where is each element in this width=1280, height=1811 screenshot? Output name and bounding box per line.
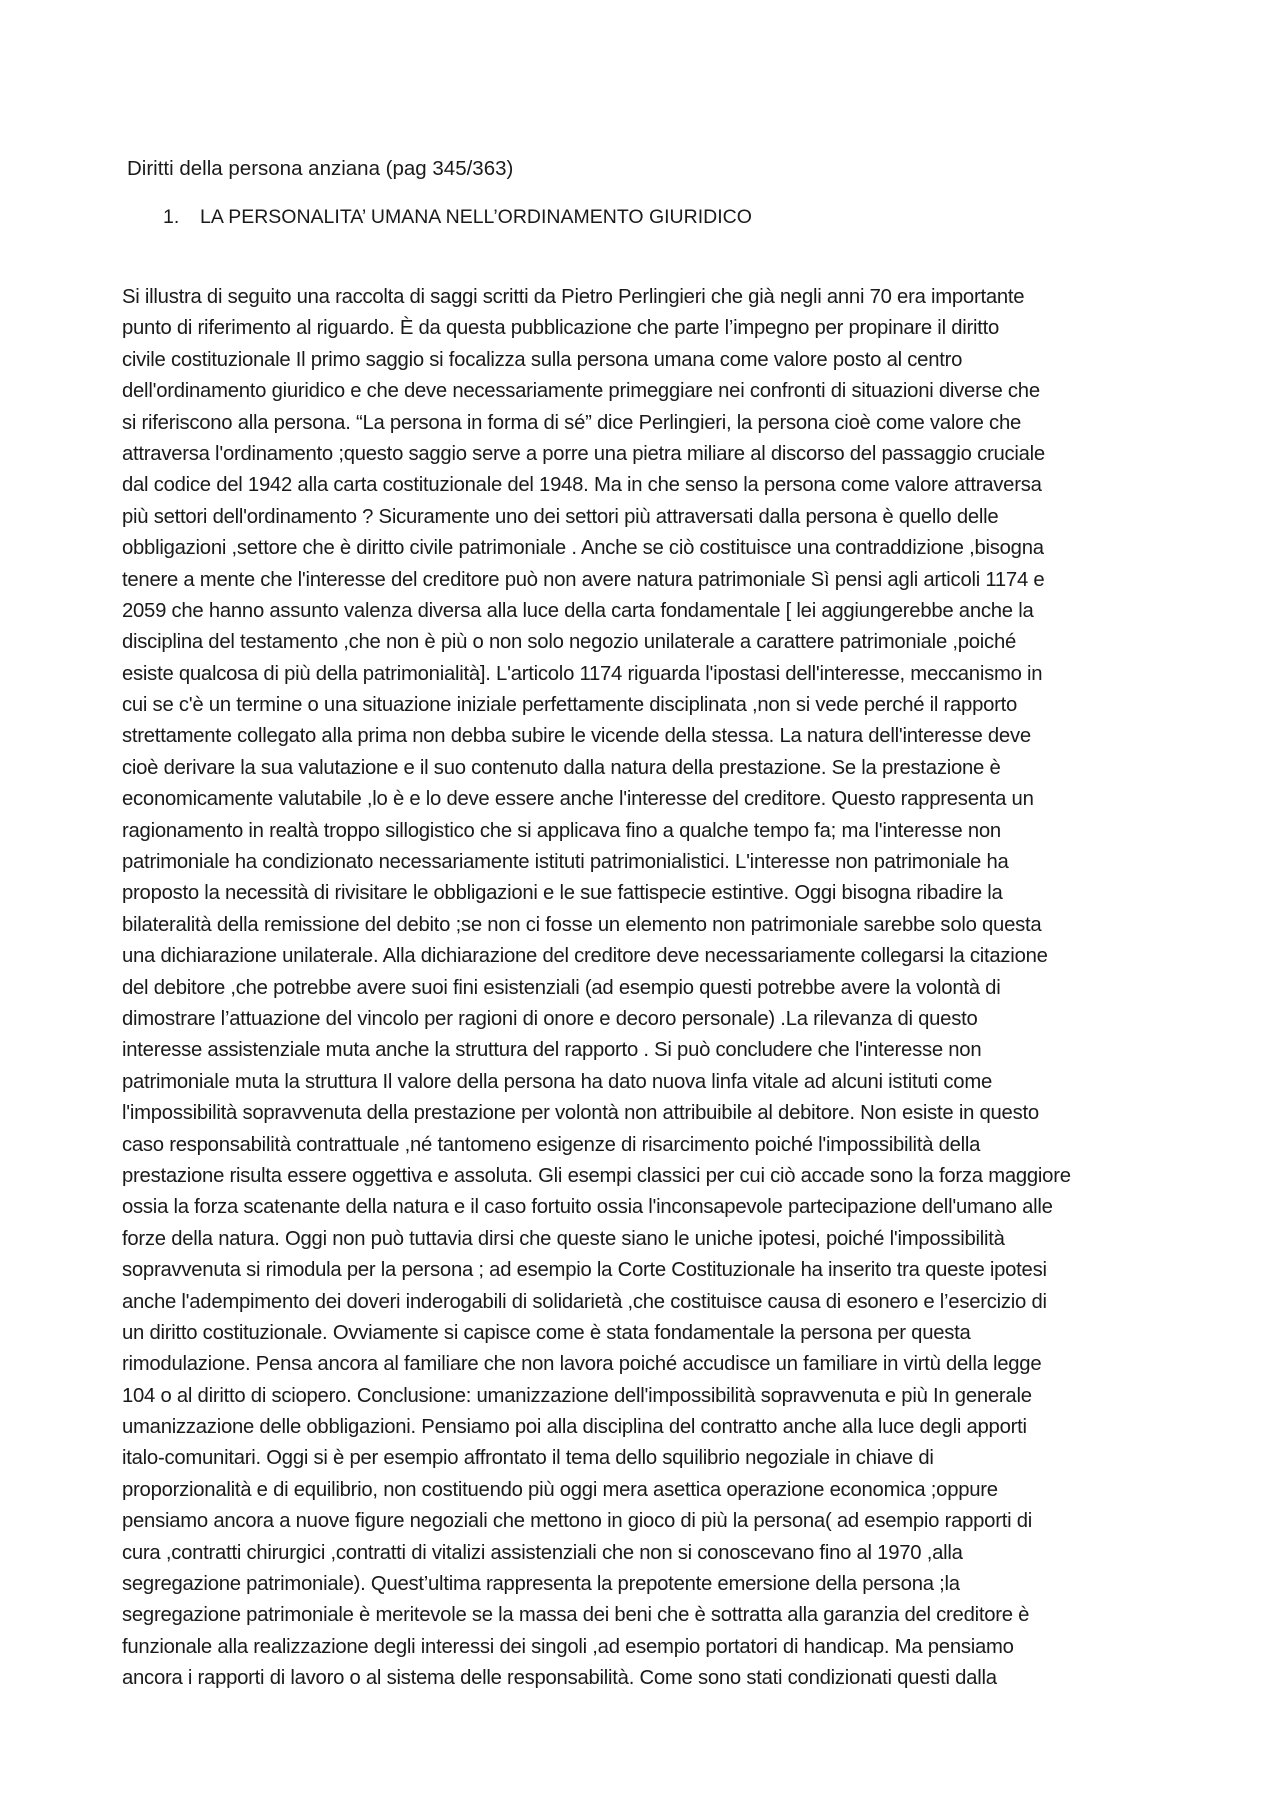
body-line: rimodulazione. Pensa ancora al familiare che non lavora poiché accudisce un familiare in virtù della legge — [122, 1353, 1042, 1376]
body-line: patrimoniale muta la struttura Il valore della persona ha dato nuova linfa vitale ad alcuni istituti come — [122, 1070, 992, 1093]
body-line: bilateralità della remissione del debito ;se non ci fosse un elemento non patrimoniale sarebbe solo questa — [122, 913, 1042, 936]
body-line: economicamente valutabile ,lo è e lo deve essere anche l'interesse del creditore. Questo rappresenta un — [122, 788, 1034, 811]
body-line: cura ,contratti chirurgici ,contratti di vitalizi assistenziali che non si conoscevano fino al 1970 ,alla — [122, 1541, 963, 1564]
body-line: civile costituzionale Il primo saggio si focalizza sulla persona umana come valore posto al centro — [122, 348, 963, 371]
document-title: Diritti della persona anziana (pag 345/363) — [127, 157, 514, 180]
body-line: segregazione patrimoniale). Quest’ultima rappresenta la prepotente emersione della persona ;la — [122, 1573, 960, 1596]
body-line: cioè derivare la sua valutazione e il suo contenuto dalla natura della prestazione. Se la prestazione è — [122, 756, 1001, 779]
body-line: ancora i rapporti di lavoro o al sistema delle responsabilità. Come sono stati condizionati questi dalla — [122, 1667, 997, 1690]
body-line: un diritto costituzionale. Ovviamente si capisce come è stata fondamentale la persona per questa — [122, 1321, 971, 1344]
body-line: prestazione risulta essere oggettiva e assoluta. Gli esempi classici per cui ciò accade sono la forza maggiore — [122, 1164, 1071, 1187]
body-line: strettamente collegato alla prima non debba subire le vicende della stessa. La natura dell'interesse deve — [122, 725, 1031, 748]
body-paragraph — [122, 282, 1172, 1695]
section-heading-text: LA PERSONALITA’ UMANA NELL’ORDINAMENTO GIURIDICO — [200, 206, 752, 228]
body-line: anche l'adempimento dei doveri inderogabili di solidarietà ,che costituisce causa di esonero e l’esercizio di — [122, 1290, 1047, 1313]
section-heading — [163, 203, 752, 231]
body-line: esiste qualcosa di più della patrimonialità]. L'articolo 1174 riguarda l'ipostasi dell'interesse, meccanismo in — [122, 662, 1043, 685]
body-line: una dichiarazione unilaterale. Alla dichiarazione del creditore deve necessariamente collegarsi la citazione — [122, 945, 1048, 968]
body-line: proporzionalità e di equilibrio, non costituendo più oggi mera asettica operazione economica ;oppure — [122, 1478, 998, 1501]
body-line: interesse assistenziale muta anche la struttura del rapporto . Si può concludere che l'interesse non — [122, 1039, 982, 1062]
body-line: punto di riferimento al riguardo. È da questa pubblicazione che parte l’impegno per propinare il diritto — [122, 317, 1000, 340]
body-line: dell'ordinamento giuridico e che deve necessariamente primeggiare nei confronti di situazioni diverse che — [122, 380, 1040, 403]
body-line: funzionale alla realizzazione degli interessi dei singoli ,ad esempio portatori di handicap. Ma pensiamo — [122, 1635, 1014, 1658]
body-line: si riferiscono alla persona. “La persona in forma di sé” dice Perlingieri, la persona cioè come valore che — [122, 411, 1022, 434]
body-line: sopravvenuta si rimodula per la persona ; ad esempio la Corte Costituzionale ha inserito tra queste ipotesi — [122, 1259, 1047, 1282]
body-line: dal codice del 1942 alla carta costituzionale del 1948. Ma in che senso la persona come valore attraversa — [122, 474, 1042, 497]
body-line: obbligazioni ,settore che è diritto civile patrimoniale . Anche se ciò costituisce una contraddizione ,bisogna — [122, 537, 1044, 560]
body-line: patrimoniale ha condizionato necessariamente istituti patrimonialistici. L'interesse non patrimoniale ha — [122, 851, 1009, 874]
body-line: pensiamo ancora a nuove figure negoziali che mettono in gioco di più la persona( ad esempio rapporti di — [122, 1510, 1033, 1533]
body-line: segregazione patrimoniale è meritevole se la massa dei beni che è sottratta alla garanzia del creditore è — [122, 1604, 1030, 1627]
body-line: attraversa l'ordinamento ;questo saggio serve a porre una pietra miliare al discorso del passaggio cruciale — [122, 442, 1045, 465]
body-line: ossia la forza scatenante della natura e il caso fortuito ossia l'inconsapevole partecipazione dell'umano alle — [122, 1196, 1053, 1219]
body-line: proposto la necessità di rivisitare le obbligazioni e le sue fattispecie estintive. Oggi bisogna ribadire la — [122, 882, 1003, 905]
body-line: forze della natura. Oggi non può tuttavia dirsi che queste siano le uniche ipotesi, poiché l'impossibilità — [122, 1227, 1005, 1250]
body-line: italo-comunitari. Oggi si è per esempio affrontato il tema dello squilibrio negoziale in chiave di — [122, 1447, 934, 1470]
body-line: 104 o al diritto di sciopero. Conclusione: umanizzazione dell'impossibilità sopravvenuta e più In generale — [122, 1384, 1032, 1407]
body-line: tenere a mente che l'interesse del creditore può non avere natura patrimoniale Sì pensi agli articoli 1174 e — [122, 568, 1045, 591]
body-line: l'impossibilità sopravvenuta della prestazione per volontà non attribuibile al debitore. Non esiste in questo — [122, 1102, 1039, 1125]
body-line: dimostrare l’attuazione del vincolo per ragioni di onore e decoro personale) .La rilevanza di questo — [122, 1007, 978, 1030]
body-line: 2059 che hanno assunto valenza diversa alla luce della carta fondamentale [ lei aggiungerebbe anche la — [122, 599, 1034, 622]
section-number: 1. — [163, 206, 180, 228]
body-line: caso responsabilità contrattuale ,né tantomeno esigenze di risarcimento poiché l'impossibilità della — [122, 1133, 981, 1156]
body-line: del debitore ,che potrebbe avere suoi fini esistenziali (ad esempio questi potrebbe avere la volontà di — [122, 976, 1001, 999]
body-line: cui se c'è un termine o una situazione iniziale perfettamente disciplinata ,non si vede perché il rapporto — [122, 694, 1018, 717]
body-line: Si illustra di seguito una raccolta di saggi scritti da Pietro Perlingieri che già negli anni 70 era importante — [122, 286, 1025, 308]
body-line: umanizzazione delle obbligazioni. Pensiamo poi alla disciplina del contratto anche alla luce degli apporti — [122, 1416, 1027, 1439]
body-line: più settori dell'ordinamento ? Sicuramente uno dei settori più attraversati dalla persona è quello delle — [122, 505, 999, 528]
body-line: ragionamento in realtà troppo sillogistico che si applicava fino a qualche tempo fa; ma l'interesse non — [122, 819, 1001, 842]
body-line: disciplina del testamento ,che non è più o non solo negozio unilaterale a carattere patrimoniale ,poiché — [122, 631, 1017, 654]
